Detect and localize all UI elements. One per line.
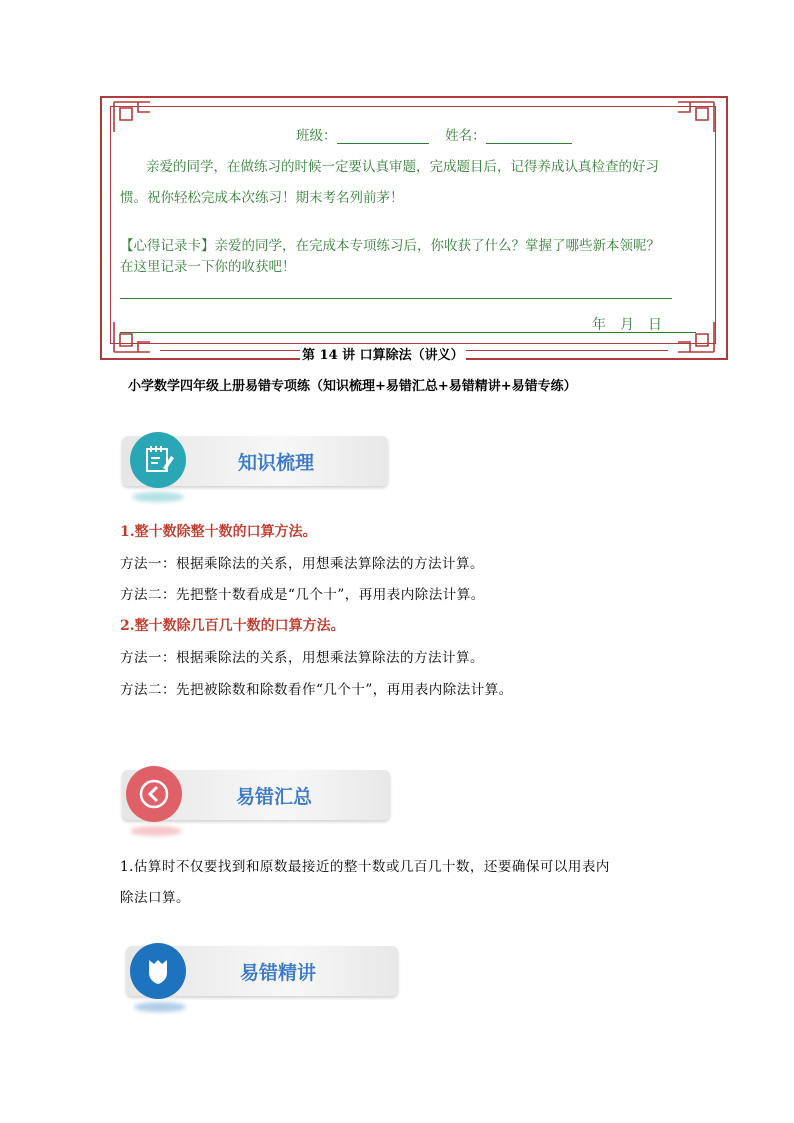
note-line-1: 【心得记录卡】亲爱的同学，在完成本专项练习后，你收获了什么？掌握了哪些新本领呢？ [120, 238, 660, 254]
banner-title-mistakes-explained: 易错精讲 [240, 962, 317, 984]
banner-reflection [134, 1002, 186, 1012]
knowledge-text: 方法二：先把整十数看成是“几个十”，再用表内除法计算。 [120, 587, 485, 603]
card-top-rule [160, 106, 668, 107]
page-subtitle: 小学数学四年级上册易错专项练（知识梳理+易错汇总+易错精讲+易错专练） [128, 379, 577, 394]
intro-line-2: 惯。祝你轻松完成本次练习！期末考名列前茅！ [120, 190, 404, 206]
knowledge-heading-1: 1.整十数除整十数的口算方法。 [120, 524, 317, 540]
mistake-text: 除法口算。 [120, 890, 190, 906]
writing-line[interactable] [120, 298, 672, 299]
name-label: 姓名： [445, 128, 486, 144]
notepad-icon [130, 432, 186, 488]
corner-ornament-icon [112, 320, 152, 354]
intro-line-1: 亲爱的同学，在做练习的时候一定要认真审题，完成题目后，记得养成认真检查的好习 [146, 159, 659, 175]
knowledge-text: 方法一：根据乘除法的关系，用想乘法算除法的方法计算。 [120, 556, 484, 572]
corner-ornament-icon [676, 100, 716, 134]
banner-reflection [130, 826, 182, 836]
lecture-title: 第 14 讲 口算除法（讲义） [300, 344, 466, 363]
knowledge-heading-2: 2.整十数除几百几十数的口算方法。 [120, 618, 345, 634]
knowledge-text: 方法二：先把被除数和除数看作“几个十”，再用表内除法计算。 [120, 682, 513, 698]
banner-reflection [132, 492, 184, 502]
shield-icon [130, 943, 186, 999]
banner-title-knowledge: 知识梳理 [238, 452, 315, 474]
class-name-row [296, 124, 572, 144]
date-label: 年 月 日 [592, 317, 662, 333]
knowledge-text: 方法一：根据乘除法的关系，用想乘法算除法的方法计算。 [120, 650, 484, 666]
corner-ornament-icon [112, 100, 152, 134]
class-blank[interactable] [337, 143, 429, 144]
banner-title-mistakes-summary: 易错汇总 [236, 786, 313, 808]
corner-ornament-icon [676, 320, 716, 354]
note-line-2: 在这里记录一下你的收获吧！ [120, 259, 296, 275]
class-label: 班级： [296, 128, 337, 144]
name-blank[interactable] [486, 143, 572, 144]
back-arrow-icon [126, 766, 182, 822]
mistake-text: 1.估算时不仅要找到和原数最接近的整十数或几百几十数，还要确保可以用表内 [120, 859, 610, 875]
